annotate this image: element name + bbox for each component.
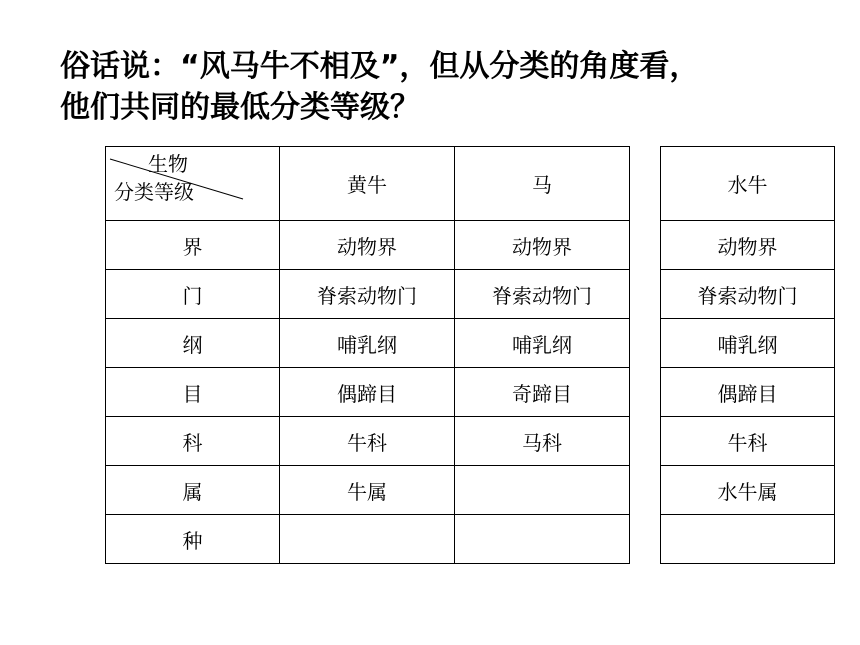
rank-cell: 界 xyxy=(106,221,280,270)
table-cell: 牛科 xyxy=(280,417,455,466)
table-header-row xyxy=(661,147,835,221)
table-row xyxy=(661,515,835,564)
rank-cell: 属 xyxy=(106,466,280,515)
question-text xyxy=(60,46,830,128)
table-cell: 哺乳纲 xyxy=(280,319,455,368)
table-cell: 哺乳纲 xyxy=(455,319,630,368)
table-cell xyxy=(455,466,630,515)
rank-cell: 门 xyxy=(106,270,280,319)
table-row xyxy=(661,221,835,270)
rank-cell: 目 xyxy=(106,368,280,417)
table-cell: 脊索动物门 xyxy=(280,270,455,319)
table-row xyxy=(661,319,835,368)
table-row xyxy=(106,221,630,270)
table-cell: 马科 xyxy=(455,417,630,466)
rank-cell: 科 xyxy=(106,417,280,466)
rank-cell: 纲 xyxy=(106,319,280,368)
column-header-horse: 马 xyxy=(455,147,630,221)
table-cell: 脊索动物门 xyxy=(661,270,835,319)
table-cell xyxy=(455,515,630,564)
table-cell xyxy=(280,515,455,564)
table-cell: 奇蹄目 xyxy=(455,368,630,417)
table-row xyxy=(661,466,835,515)
column-header-water-buffalo: 水牛 xyxy=(661,147,835,221)
table-row xyxy=(661,417,835,466)
table-row xyxy=(106,466,630,515)
table-cell: 脊索动物门 xyxy=(455,270,630,319)
table-cell: 偶蹄目 xyxy=(280,368,455,417)
classification-table xyxy=(105,146,630,564)
table-row xyxy=(106,270,630,319)
table-cell: 动物界 xyxy=(661,221,835,270)
table-row xyxy=(106,319,630,368)
table-cell: 哺乳纲 xyxy=(661,319,835,368)
question-line-1: 俗话说：“风马牛不相及”，但从分类的角度看， xyxy=(60,49,700,84)
table-row xyxy=(661,368,835,417)
table-row xyxy=(106,515,630,564)
table-header-row xyxy=(106,147,630,221)
table-cell: 牛科 xyxy=(661,417,835,466)
corner-header-cell xyxy=(106,147,280,221)
table-row xyxy=(106,368,630,417)
table-cell: 动物界 xyxy=(280,221,455,270)
corner-label-organism: 生物 xyxy=(148,152,188,176)
table-cell xyxy=(661,515,835,564)
table-cell: 水牛属 xyxy=(661,466,835,515)
water-buffalo-table xyxy=(660,146,835,564)
table-cell: 偶蹄目 xyxy=(661,368,835,417)
table-cell: 牛属 xyxy=(280,466,455,515)
rank-cell: 种 xyxy=(106,515,280,564)
column-header-yellow-cattle: 黄牛 xyxy=(280,147,455,221)
table-row xyxy=(106,417,630,466)
question-line-2: 他们共同的最低分类等级？ xyxy=(60,90,420,125)
table-cell: 动物界 xyxy=(455,221,630,270)
corner-label-rank: 分类等级 xyxy=(114,180,194,204)
table-row xyxy=(661,270,835,319)
